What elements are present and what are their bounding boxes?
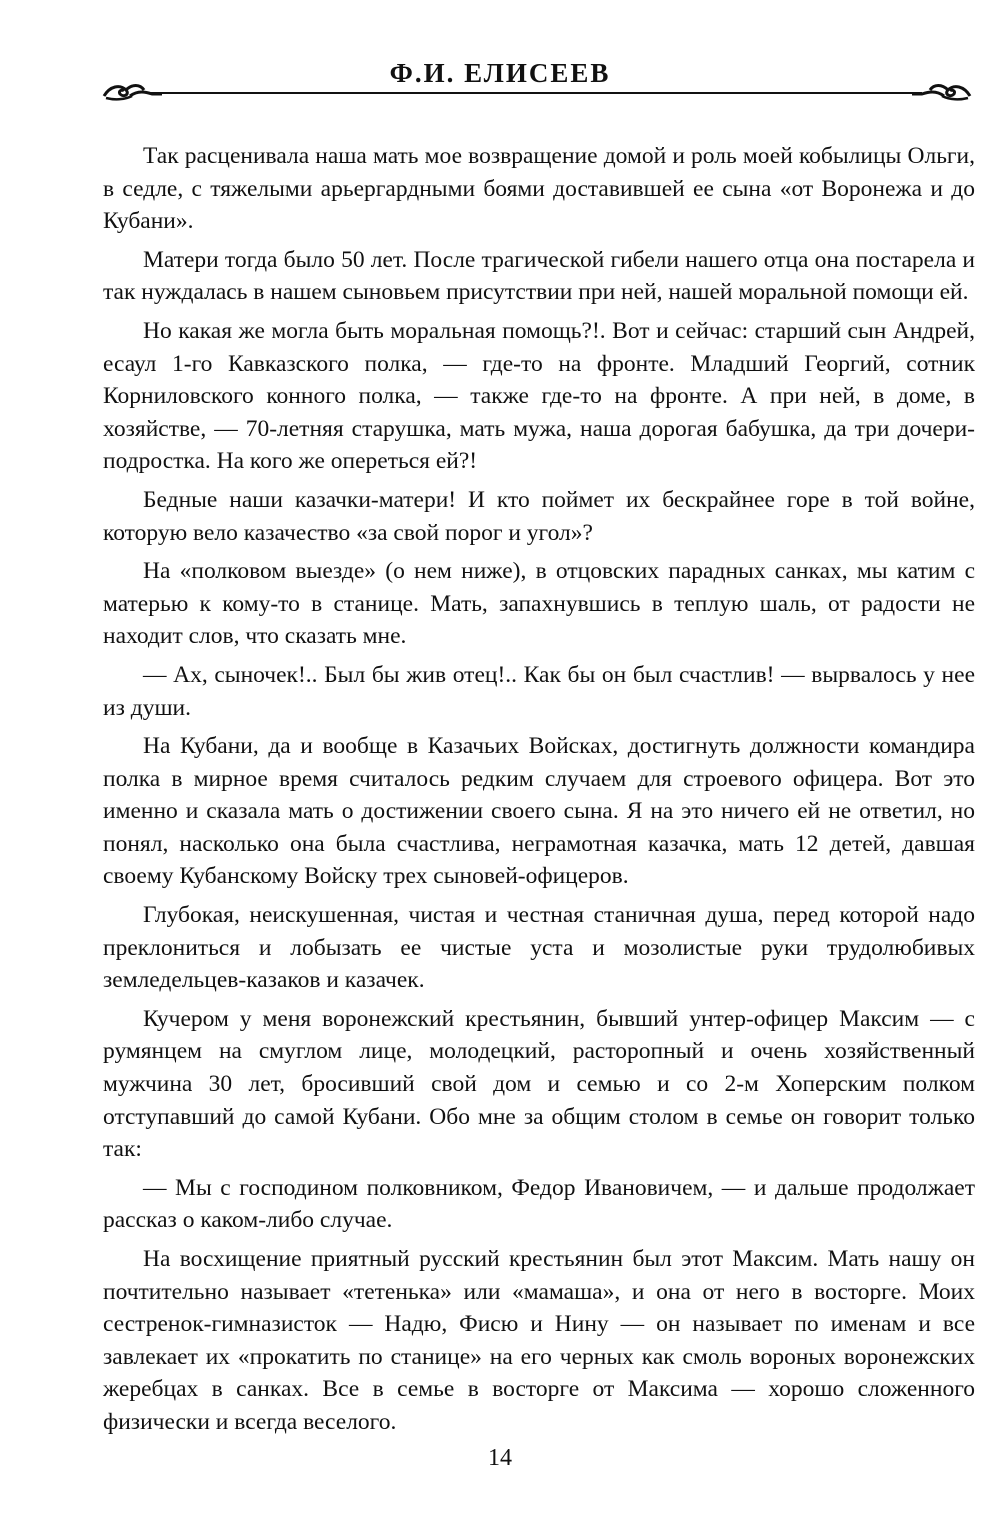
paragraph: Матери тогда было 50 лет. После трагической гибели нашего отца она постарела и так нуждалась в нашем сыновьем присутствии при ней, нашей моральной помощи ей. <box>103 246 975 306</box>
header-rule <box>148 92 922 94</box>
paragraph: На Кубани, да и вообще в Казачьих Войсках, достигнуть должности командира полка в мирное время считалось редким случаем для строевого офицера. Вот это именно и сказала мать о достижении своего сына. Я на это ничего ей не ответил, но понял, насколько она была счастлива, неграмотная казачка, мать 12 детей, давшая своему Кубанскому Войску трех сыновей-офицеров. <box>103 733 975 890</box>
right-flourish-icon <box>912 78 974 104</box>
paragraph: — Мы с господином полковником, Федор Ивановичем, — и дальше продолжает рассказ о каком-либо случае. <box>103 1174 975 1234</box>
paragraph: На восхищение приятный русский крестьянин был этот Максим. Мать нашу он почтительно называет «тетенька» или «мамаша», и она от него в восторге. Моих сестренок-гимназисток — Надю, Фисю и Нину — он называет по именам и все завлекает их «прокатить по станице» на его черных как смоль вороных воронежских жеребцах в санках. Все в семье в восторге от Максима — хорошо сложенного физически и всегда веселого. <box>103 1246 975 1435</box>
paragraph: — Ах, сыночек!.. Был бы жив отец!.. Как бы он был счастлив! — вырвалось у нее из души. <box>103 661 975 721</box>
paragraph: Кучером у меня воронежский крестьянин, бывший унтер-офицер Максим — с румянцем на смуглом лице, молодецкий, расторопный и очень хозяйственный мужчина 30 лет, бросивший свой дом и семью и со 2-м Хоперским полком отступавший до самой Кубани. Обо мне за общим столом в семье он говорит только так: <box>103 1005 975 1163</box>
paragraph: Бедные наши казачки-матери! И кто поймет их бескрайнее горе в той войне, которую вело казачество «за свой порог и угол»? <box>103 486 975 546</box>
body-text <box>103 140 975 1445</box>
left-flourish-icon <box>100 78 162 104</box>
page-number: 14 <box>488 1445 512 1471</box>
paragraph: Так расценивала наша мать мое возвращение домой и роль моей кобылицы Ольги, в седле, с тяжелыми арьергардными боями доставившей ее сына «от Воронежа и до Кубани». <box>103 143 975 235</box>
paragraph: Но какая же могла быть моральная помощь?!. Вот и сейчас: старший сын Андрей, есаул 1-го Кавказского полка, — где-то на фронте. Младший Георгий, сотник Корниловского конного полка, — также где-то на фронте. А при ней, в доме, в хозяйстве, — 70-летняя старушка, мать мужа, наша дорогая бабушка, да три дочери-подростка. На кого же опереться ей?! <box>103 317 975 475</box>
author-title: Ф.И. ЕЛИСЕЕВ <box>389 58 611 88</box>
paragraph: Глубокая, неискушенная, чистая и честная станичная душа, перед которой надо преклониться и лобызать ее чистые уста и мозолистые руки трудолюбивых земледельцев-казаков и казачек. <box>103 902 975 994</box>
paragraph: На «полковом выезде» (о нем ниже), в отцовских парадных санках, мы катим с матерью к кому-то в станице. Мать, запахнувшись в теплую шаль, от радости не находит слов, что сказать мне. <box>103 558 975 650</box>
